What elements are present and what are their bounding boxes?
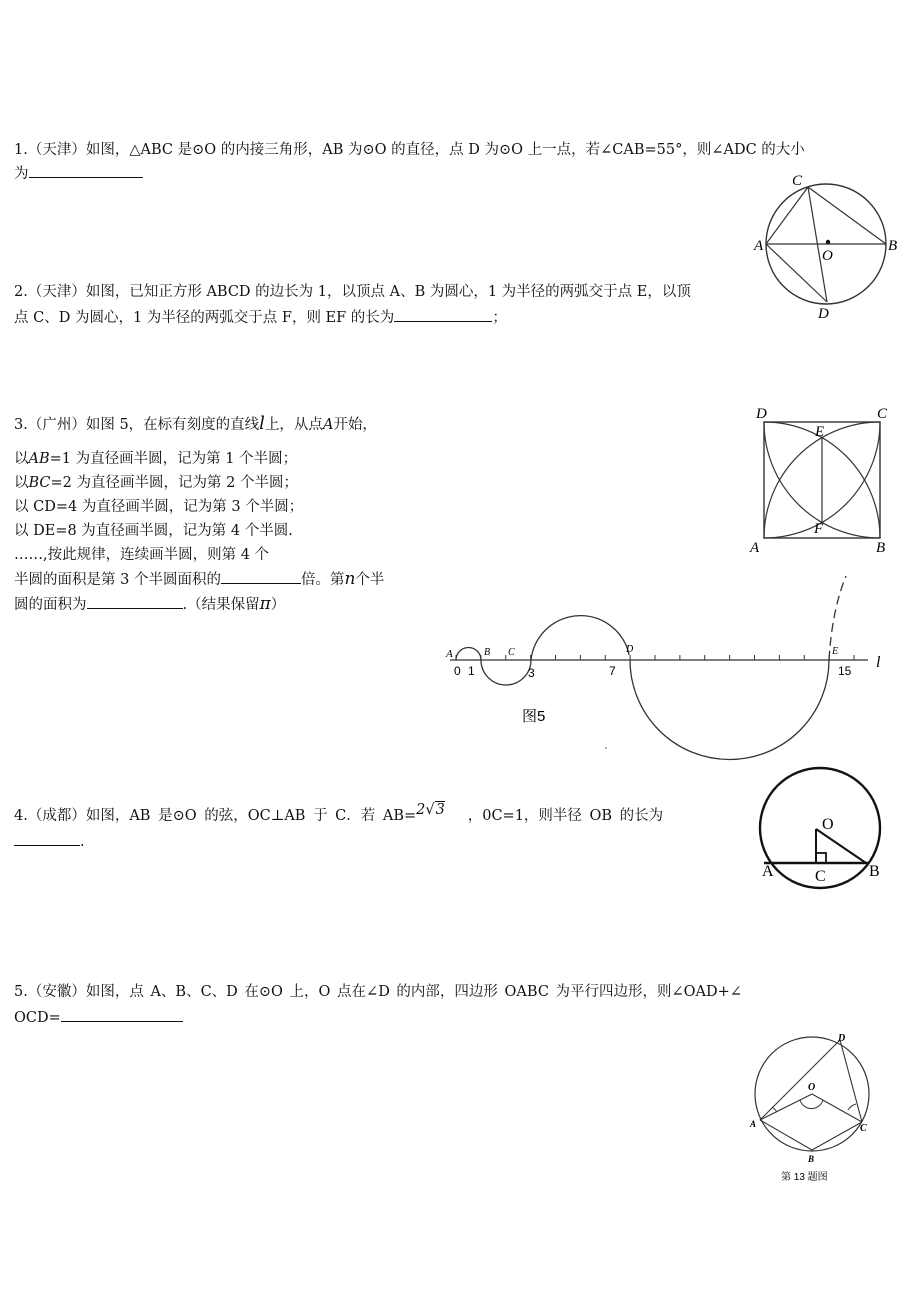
tick-label-15: 15 bbox=[838, 664, 852, 678]
question-2-line-2 bbox=[14, 304, 754, 332]
question-2-end: ； bbox=[492, 310, 507, 326]
segment-ab bbox=[760, 1120, 812, 1150]
tick-label-1: 1 bbox=[468, 664, 475, 678]
point-c-label: C bbox=[508, 647, 515, 658]
angle-mark-c bbox=[848, 1104, 856, 1110]
answer-blank-1[interactable] bbox=[29, 161, 143, 178]
tick-label-3: 3 bbox=[528, 666, 535, 680]
label-b: B bbox=[869, 863, 880, 880]
segment-ad bbox=[766, 244, 827, 302]
figure-q2-square-arcs bbox=[750, 402, 902, 556]
semicircle-3 bbox=[531, 616, 630, 660]
question-5 bbox=[14, 978, 894, 1032]
angle-mark-a bbox=[772, 1107, 777, 1112]
variable-l: l bbox=[259, 413, 265, 434]
segment-ad bbox=[760, 1040, 840, 1120]
answer-blank-3a[interactable] bbox=[221, 567, 301, 584]
radical-sign: √ bbox=[425, 802, 435, 818]
question-3 bbox=[14, 412, 434, 617]
figure-q1-circle-diagram bbox=[750, 168, 910, 328]
label-e: E bbox=[815, 424, 825, 440]
question-4-line-1: 4.（成都）如图，AB 是⊙O 的弦，OC⊥AB 于 C．若 AB=2√3 ，0C=1，则半径 OB 的长为 bbox=[14, 802, 664, 824]
question-3-line-2: 以AB=1 为直径画半圆，记为第 1 个半圆； bbox=[14, 451, 298, 467]
question-1-line-1: 1.（天津）如图，△ABC 是⊙O 的内接三角形，AB 为⊙O 的直径，点 D 为⊙O 上一点，若∠CAB=55°，则∠ADC 的大小 bbox=[14, 142, 805, 158]
question-3-line-1: 3.（广州）如图 5，在标有刻度的直线l上，从点A开始， bbox=[14, 413, 377, 434]
point-a-label: A bbox=[446, 648, 453, 660]
right-angle-mark bbox=[816, 853, 826, 863]
label-d: D bbox=[756, 406, 767, 422]
label-a: A bbox=[750, 540, 760, 556]
tick-label-7: 7 bbox=[609, 664, 616, 678]
stray-dot bbox=[605, 747, 607, 749]
question-3-line-5: 以 DE=8 为直径画半圆，记为第 4 个半圆. bbox=[14, 523, 293, 539]
angle-mark-o bbox=[800, 1100, 823, 1109]
question-3-line-6: ……,按此规律，连续画半圆，则第 4 个 bbox=[14, 547, 270, 563]
question-2 bbox=[14, 278, 754, 332]
label-o: O bbox=[822, 248, 833, 264]
point-d-label: D bbox=[626, 644, 634, 655]
label-f: F bbox=[814, 521, 824, 537]
question-3-line-3: 以BC=2 为直径画半圆，记为第 2 个半圆； bbox=[14, 475, 298, 491]
segment-oa bbox=[760, 1094, 812, 1120]
figure-q3-semicircles-on-line bbox=[440, 572, 900, 772]
variable-n: n bbox=[344, 569, 356, 589]
label-a: A bbox=[754, 238, 764, 254]
label-o: O bbox=[808, 1082, 816, 1093]
figure-q4-chord-circle bbox=[752, 766, 892, 896]
question-3-line-8: 圆的面积为 .（结果保留π） bbox=[14, 594, 286, 614]
label-b: B bbox=[876, 540, 886, 556]
question-5-line-1: 5.（安徽）如图，点 A、B、C、D 在⊙O 上，O 点在∠D 的内部，四边形 OABC 为平行四边形，则∠OAD+∠ bbox=[14, 984, 742, 1000]
answer-blank-4[interactable] bbox=[14, 829, 80, 846]
question-3-line-7: 半圆的面积是第 3 个半圆面积的 倍。第n个半 bbox=[14, 569, 385, 589]
point-b-label: B bbox=[484, 647, 491, 658]
label-d: D bbox=[838, 1033, 846, 1044]
segment-oc bbox=[812, 1094, 862, 1122]
semicircle-1 bbox=[456, 648, 481, 661]
sqrt-expression: 2√3 bbox=[416, 802, 445, 818]
point-e-label: E bbox=[832, 646, 839, 657]
question-2-text: 点 C、D 为圆心，1 为半径的两弧交于点 F，则 EF 的长为 bbox=[14, 310, 395, 326]
semicircle-4 bbox=[630, 660, 829, 760]
tick-label-0: 0 bbox=[454, 664, 461, 678]
question-4-line-2: . bbox=[14, 828, 744, 856]
line-l-label: l bbox=[876, 654, 881, 671]
question-4 bbox=[14, 802, 744, 856]
question-3-line-4: 以 CD=4 为直径画半圆，记为第 3 个半圆； bbox=[14, 499, 304, 515]
label-c: C bbox=[815, 868, 826, 885]
figure-5-caption: 图5 bbox=[522, 708, 546, 725]
label-a: A bbox=[750, 1119, 757, 1129]
semicircle-2 bbox=[481, 660, 531, 685]
question-1-prefix: 为 bbox=[14, 166, 29, 182]
answer-blank-3b[interactable] bbox=[87, 592, 183, 609]
center-dot bbox=[826, 240, 830, 244]
figure-caption: 第 13 题图 bbox=[781, 1172, 828, 1183]
segment-ac bbox=[766, 187, 808, 244]
pi-symbol: π bbox=[259, 594, 271, 614]
label-c: C bbox=[877, 406, 888, 422]
label-c: C bbox=[792, 173, 803, 189]
label-b: B bbox=[888, 238, 898, 254]
label-d: D bbox=[818, 306, 829, 322]
question-5-line-2: OCD= bbox=[14, 1004, 894, 1032]
label-o: O bbox=[822, 816, 834, 833]
label-b: B bbox=[808, 1154, 815, 1164]
segment-ob bbox=[816, 829, 866, 863]
segment-cb bbox=[808, 187, 886, 244]
answer-blank-5[interactable] bbox=[61, 1005, 183, 1022]
figure-q5-parallelogram-circle bbox=[748, 1030, 888, 1190]
label-c: C bbox=[860, 1123, 867, 1134]
answer-blank-2[interactable] bbox=[394, 305, 492, 322]
tick-marks bbox=[456, 655, 854, 660]
question-2-line-1: 2.（天津）如图，已知正方形 ABCD 的边长为 1，以顶点 A、B 为圆心，1 为半径的两弧交于点 E，以顶 bbox=[14, 284, 691, 300]
label-a: A bbox=[762, 863, 774, 880]
